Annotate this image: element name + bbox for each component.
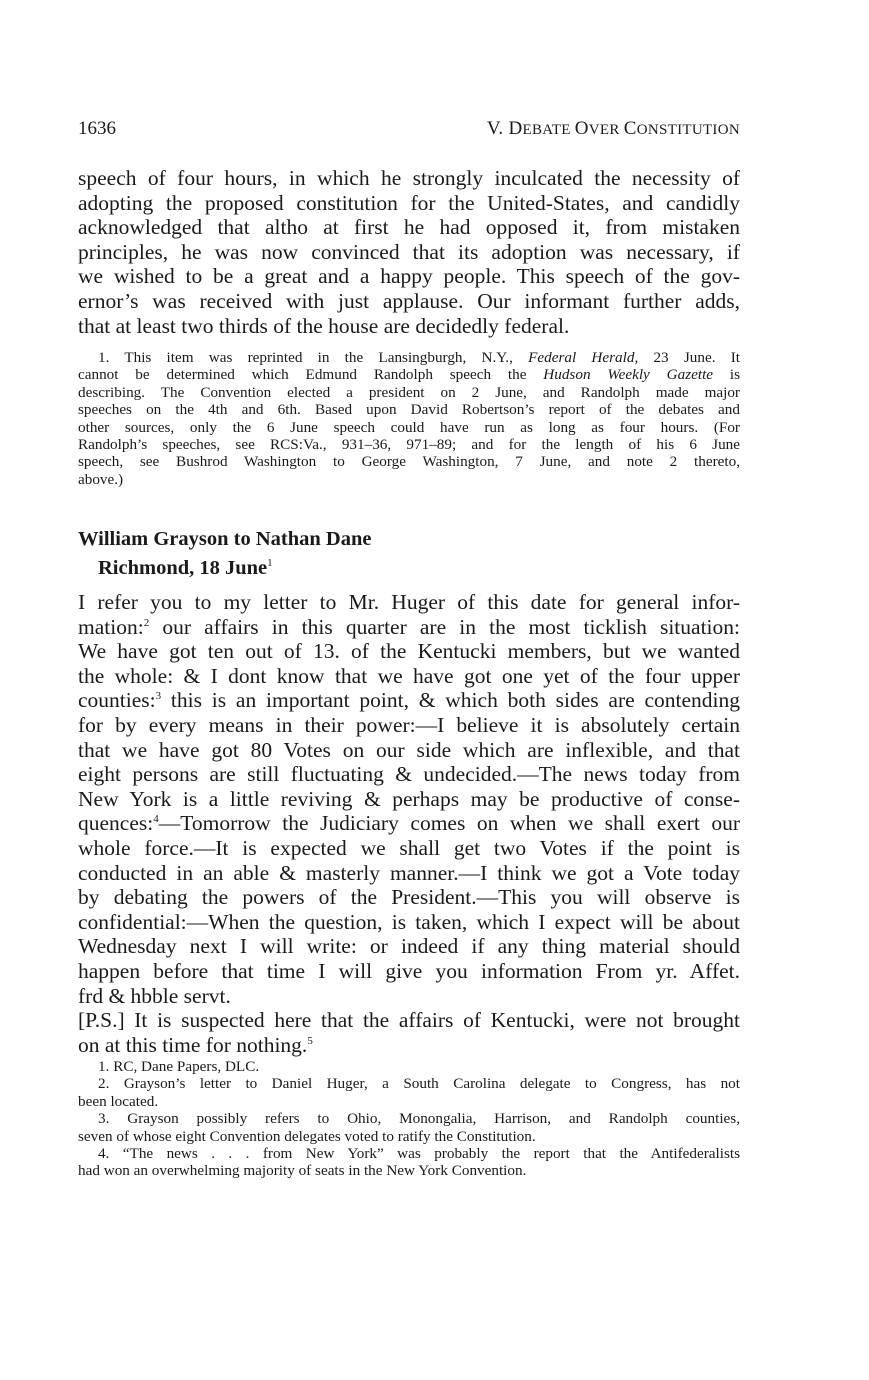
document-heading xyxy=(78,527,740,580)
text-line: speech of four hours, in which he strongly inculcated the necessity of xyxy=(78,166,740,190)
text-line: conducted in an able & masterly manner.—I think we got a Vote today xyxy=(78,860,740,885)
note-line: speeches on the 4th and 6th. Based upon David Robertson’s report of the debates and xyxy=(78,401,740,419)
text-line: principles, he was now convinced that its adoption was necessary, if xyxy=(78,239,740,264)
note-line: 2. Grayson’s letter to Daniel Huger, a South Carolina delegate to Congress, has not xyxy=(98,1075,740,1093)
text-line: frd & hbble servt. xyxy=(78,983,231,1008)
text-line: whole force.—It is expected we shall get two Votes if the point is xyxy=(78,835,740,860)
text-line: confidential:—When the question, is taken, which I expect will be about xyxy=(78,909,740,934)
text-line: adopting the proposed constitution for the United-States, and candidly xyxy=(78,190,740,215)
paragraph-text xyxy=(78,166,740,338)
continued-paragraph xyxy=(78,166,740,338)
footnote-mark: 4 xyxy=(153,813,159,826)
page-number: 1636 xyxy=(78,118,116,139)
text-line: that at least two thirds of the house are decidedly federal. xyxy=(78,313,570,338)
note-line: above.) xyxy=(78,470,124,488)
text-line: I refer you to my letter to Mr. Huger of this date for general infor- xyxy=(78,590,740,614)
text-line: mation:$^2$ our affairs in this quarter are in the most ticklish situation: xyxy=(78,614,740,639)
note-line: speech, see Bushrod Washington to George Washington, 7 June, and note 2 thereto, xyxy=(78,453,740,471)
note-line: 3. Grayson possibly refers to Ohio, Monongalia, Harrison, and Randolph counties, xyxy=(98,1110,740,1128)
text-line: New York is a little reviving & perhaps may be productive of conse- xyxy=(78,786,740,811)
text-line: acknowledged that altho at first he had opposed it, from mistaken xyxy=(78,215,740,240)
note-line: Randolph’s speeches, see RCS:Va., 931–36, 971–89; and for the length of his 6 June xyxy=(78,436,740,454)
text-line: [P.S.] It is suspected here that the affairs of Kentucki, were not brought xyxy=(78,1008,740,1033)
editorial-notes-2 xyxy=(78,1058,740,1180)
footnote-mark: 1 xyxy=(267,557,273,569)
note-line: 1. RC, Dane Papers, DLC. xyxy=(98,1058,260,1075)
section-title: V. DEBATE OVER CONSTITUTION xyxy=(486,118,740,139)
text-line: quences:$^4$—Tomorrow the Judiciary comes on when we shall exert our xyxy=(78,811,740,836)
footnote-mark: 5 xyxy=(307,1034,313,1047)
text-line: counties:$^3$ this is an important point, & which both sides are contending xyxy=(78,688,740,713)
note-text xyxy=(78,1058,740,1180)
note-line: 1. This item was reprinted in the Lansingburgh, N.Y., Federal Herald, 23 June. It xyxy=(98,349,740,366)
note-line: other sources, only the 6 June speech could have run as long as four hours. (For xyxy=(78,418,740,436)
text-line: eight persons are still fluctuating & undecided.—The news today from xyxy=(78,762,740,787)
note-line: describing. The Convention elected a president on 2 June, and Randolph made major xyxy=(78,383,740,401)
heading-line-2: Richmond, 18 June$^1$ xyxy=(98,557,273,579)
text-line: for by every means in their power:—I believe it is absolutely certain xyxy=(78,712,740,737)
text-line: ernor’s was received with just applause. Our informant further adds, xyxy=(78,288,740,313)
note-line: cannot be determined which Edmund Randolph speech the Hudson Weekly Gazette is xyxy=(78,366,740,384)
text-line: Wednesday next I will write: or indeed if any thing material should xyxy=(78,934,740,959)
letter-body xyxy=(78,590,740,1057)
note-line: been located. xyxy=(78,1092,159,1110)
text-line: We have got ten out of 13. of the Kentucki members, but we wanted xyxy=(78,639,740,664)
running-head xyxy=(78,118,740,144)
text-line: happen before that time I will give you information From yr. Affet. xyxy=(78,958,740,983)
footnote-mark: 3 xyxy=(155,690,162,703)
note-line: seven of whose eight Convention delegates voted to ratify the Constitution. xyxy=(78,1127,536,1145)
text-line: we wished to be a great and a happy people. This speech of the gov- xyxy=(78,264,740,289)
note-line: 4. “The news . . . from New York” was probably the report that the Antifederalists xyxy=(98,1145,740,1163)
text-line: by debating the powers of the President.—This you will observe is xyxy=(78,885,740,910)
text-line: on at this time for nothing.$^5$ xyxy=(78,1032,313,1057)
heading-line-1: William Grayson to Nathan Dane xyxy=(78,528,372,550)
text-line: that we have got 80 Votes on our side which are inflexible, and that xyxy=(78,737,740,762)
letter-text xyxy=(78,590,740,1057)
text-line: the whole: & I dont know that we have got one yet of the four upper xyxy=(78,663,740,688)
note-text xyxy=(78,349,740,488)
footnote-mark: 2 xyxy=(143,616,150,629)
note-line: had won an overwhelming majority of seats in the New York Convention. xyxy=(78,1162,527,1180)
editorial-notes-1 xyxy=(78,349,740,488)
